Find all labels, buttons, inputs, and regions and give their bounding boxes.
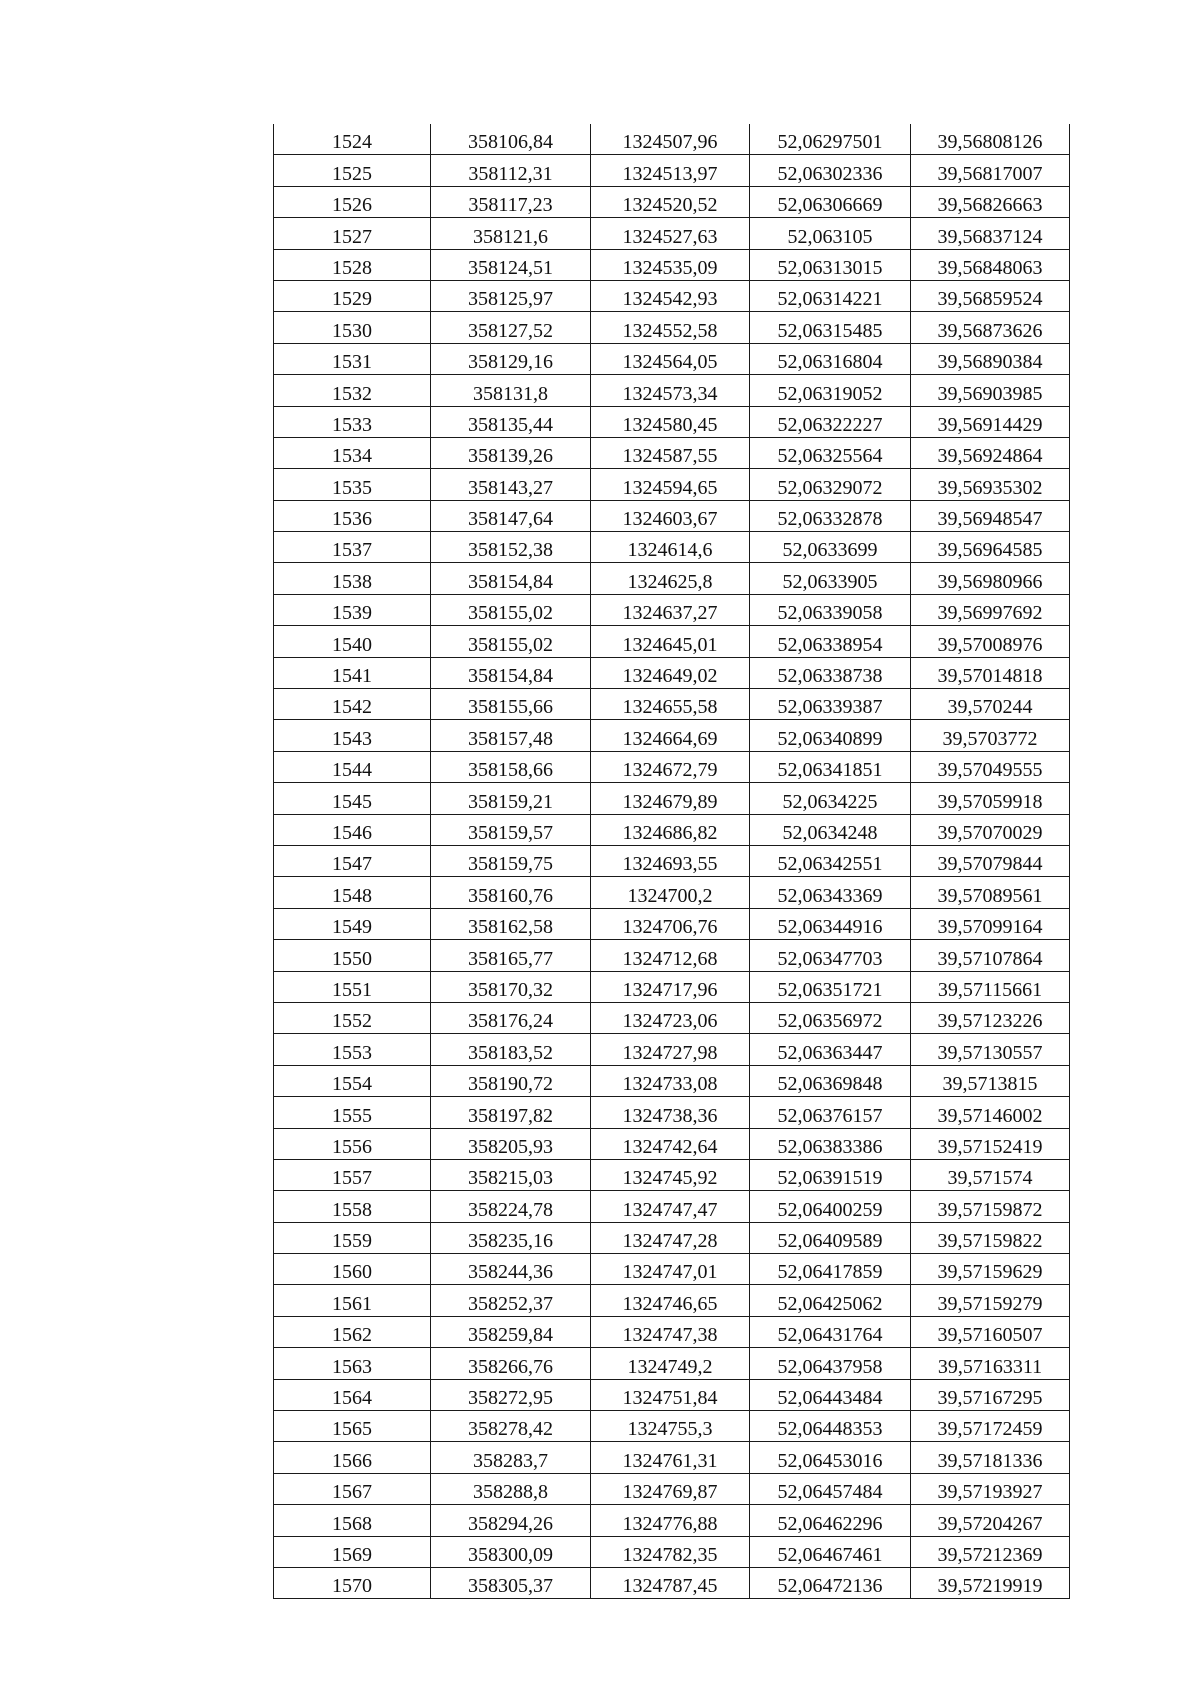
y-coordinate-cell: 1324782,35 bbox=[591, 1536, 750, 1567]
point-number-cell: 1551 bbox=[274, 971, 431, 1002]
table-row bbox=[274, 1159, 1070, 1190]
table-row bbox=[274, 1442, 1070, 1473]
latitude-cell: 52,06417859 bbox=[750, 1254, 911, 1285]
latitude-cell: 52,06297501 bbox=[750, 124, 911, 155]
x-coordinate-cell: 358215,03 bbox=[431, 1159, 591, 1190]
table-row bbox=[274, 186, 1070, 217]
y-coordinate-cell: 1324637,27 bbox=[591, 594, 750, 625]
y-coordinate-cell: 1324564,05 bbox=[591, 343, 750, 374]
y-coordinate-cell: 1324520,52 bbox=[591, 186, 750, 217]
longitude-cell: 39,56817007 bbox=[911, 155, 1070, 186]
point-number-cell: 1569 bbox=[274, 1536, 431, 1567]
y-coordinate-cell: 1324761,31 bbox=[591, 1442, 750, 1473]
y-coordinate-cell: 1324700,2 bbox=[591, 877, 750, 908]
longitude-cell: 39,56848063 bbox=[911, 249, 1070, 280]
x-coordinate-cell: 358278,42 bbox=[431, 1411, 591, 1442]
y-coordinate-cell: 1324580,45 bbox=[591, 406, 750, 437]
latitude-cell: 52,0634225 bbox=[750, 783, 911, 814]
point-number-cell: 1553 bbox=[274, 1034, 431, 1065]
x-coordinate-cell: 358106,84 bbox=[431, 124, 591, 155]
y-coordinate-cell: 1324672,79 bbox=[591, 751, 750, 782]
latitude-cell: 52,06462296 bbox=[750, 1505, 911, 1536]
point-number-cell: 1557 bbox=[274, 1159, 431, 1190]
latitude-cell: 52,06316804 bbox=[750, 343, 911, 374]
longitude-cell: 39,57115661 bbox=[911, 971, 1070, 1002]
longitude-cell: 39,57212369 bbox=[911, 1536, 1070, 1567]
x-coordinate-cell: 358127,52 bbox=[431, 312, 591, 343]
y-coordinate-cell: 1324649,02 bbox=[591, 657, 750, 688]
latitude-cell: 52,06391519 bbox=[750, 1159, 911, 1190]
longitude-cell: 39,57204267 bbox=[911, 1505, 1070, 1536]
latitude-cell: 52,06347703 bbox=[750, 940, 911, 971]
x-coordinate-cell: 358197,82 bbox=[431, 1097, 591, 1128]
longitude-cell: 39,57130557 bbox=[911, 1034, 1070, 1065]
point-number-cell: 1558 bbox=[274, 1191, 431, 1222]
latitude-cell: 52,0633699 bbox=[750, 532, 911, 563]
latitude-cell: 52,06342551 bbox=[750, 845, 911, 876]
x-coordinate-cell: 358155,02 bbox=[431, 594, 591, 625]
longitude-cell: 39,56808126 bbox=[911, 124, 1070, 155]
table-row bbox=[274, 1316, 1070, 1347]
longitude-cell: 39,57008976 bbox=[911, 626, 1070, 657]
y-coordinate-cell: 1324706,76 bbox=[591, 908, 750, 939]
longitude-cell: 39,57159822 bbox=[911, 1222, 1070, 1253]
longitude-cell: 39,56935302 bbox=[911, 469, 1070, 500]
point-number-cell: 1544 bbox=[274, 751, 431, 782]
table-row bbox=[274, 845, 1070, 876]
x-coordinate-cell: 358244,36 bbox=[431, 1254, 591, 1285]
y-coordinate-cell: 1324645,01 bbox=[591, 626, 750, 657]
y-coordinate-cell: 1324712,68 bbox=[591, 940, 750, 971]
table-row bbox=[274, 155, 1070, 186]
longitude-cell: 39,56914429 bbox=[911, 406, 1070, 437]
y-coordinate-cell: 1324769,87 bbox=[591, 1473, 750, 1504]
table-row bbox=[274, 280, 1070, 311]
point-number-cell: 1549 bbox=[274, 908, 431, 939]
table-row bbox=[274, 594, 1070, 625]
longitude-cell: 39,57014818 bbox=[911, 657, 1070, 688]
latitude-cell: 52,06431764 bbox=[750, 1316, 911, 1347]
point-number-cell: 1561 bbox=[274, 1285, 431, 1316]
longitude-cell: 39,57123226 bbox=[911, 1002, 1070, 1033]
longitude-cell: 39,57152419 bbox=[911, 1128, 1070, 1159]
longitude-cell: 39,57181336 bbox=[911, 1442, 1070, 1473]
table-row bbox=[274, 1034, 1070, 1065]
table-row bbox=[274, 1473, 1070, 1504]
point-number-cell: 1542 bbox=[274, 689, 431, 720]
table-row bbox=[274, 312, 1070, 343]
longitude-cell: 39,56826663 bbox=[911, 186, 1070, 217]
table-row bbox=[274, 940, 1070, 971]
point-number-cell: 1543 bbox=[274, 720, 431, 751]
x-coordinate-cell: 358143,27 bbox=[431, 469, 591, 500]
point-number-cell: 1528 bbox=[274, 249, 431, 280]
table-row bbox=[274, 1379, 1070, 1410]
point-number-cell: 1555 bbox=[274, 1097, 431, 1128]
longitude-cell: 39,57089561 bbox=[911, 877, 1070, 908]
table-row bbox=[274, 1002, 1070, 1033]
point-number-cell: 1539 bbox=[274, 594, 431, 625]
latitude-cell: 52,06340899 bbox=[750, 720, 911, 751]
y-coordinate-cell: 1324733,08 bbox=[591, 1065, 750, 1096]
table-row bbox=[274, 1505, 1070, 1536]
x-coordinate-cell: 358183,52 bbox=[431, 1034, 591, 1065]
x-coordinate-cell: 358176,24 bbox=[431, 1002, 591, 1033]
latitude-cell: 52,06338954 bbox=[750, 626, 911, 657]
y-coordinate-cell: 1324747,01 bbox=[591, 1254, 750, 1285]
table-row bbox=[274, 1254, 1070, 1285]
y-coordinate-cell: 1324535,09 bbox=[591, 249, 750, 280]
longitude-cell: 39,57193927 bbox=[911, 1473, 1070, 1504]
point-number-cell: 1527 bbox=[274, 218, 431, 249]
table-row bbox=[274, 406, 1070, 437]
table-row bbox=[274, 532, 1070, 563]
point-number-cell: 1535 bbox=[274, 469, 431, 500]
point-number-cell: 1566 bbox=[274, 1442, 431, 1473]
x-coordinate-cell: 358252,37 bbox=[431, 1285, 591, 1316]
longitude-cell: 39,56924864 bbox=[911, 437, 1070, 468]
longitude-cell: 39,571574 bbox=[911, 1159, 1070, 1190]
latitude-cell: 52,06369848 bbox=[750, 1065, 911, 1096]
y-coordinate-cell: 1324755,3 bbox=[591, 1411, 750, 1442]
x-coordinate-cell: 358155,66 bbox=[431, 689, 591, 720]
point-number-cell: 1529 bbox=[274, 280, 431, 311]
x-coordinate-cell: 358147,64 bbox=[431, 500, 591, 531]
latitude-cell: 52,06400259 bbox=[750, 1191, 911, 1222]
longitude-cell: 39,56837124 bbox=[911, 218, 1070, 249]
point-number-cell: 1545 bbox=[274, 783, 431, 814]
y-coordinate-cell: 1324507,96 bbox=[591, 124, 750, 155]
y-coordinate-cell: 1324745,92 bbox=[591, 1159, 750, 1190]
longitude-cell: 39,57163311 bbox=[911, 1348, 1070, 1379]
table-row bbox=[274, 218, 1070, 249]
x-coordinate-cell: 358266,76 bbox=[431, 1348, 591, 1379]
x-coordinate-cell: 358129,16 bbox=[431, 343, 591, 374]
y-coordinate-cell: 1324747,28 bbox=[591, 1222, 750, 1253]
point-number-cell: 1531 bbox=[274, 343, 431, 374]
latitude-cell: 52,06453016 bbox=[750, 1442, 911, 1473]
table-row bbox=[274, 626, 1070, 657]
x-coordinate-cell: 358154,84 bbox=[431, 563, 591, 594]
latitude-cell: 52,06339058 bbox=[750, 594, 911, 625]
point-number-cell: 1560 bbox=[274, 1254, 431, 1285]
table-row bbox=[274, 971, 1070, 1002]
point-number-cell: 1554 bbox=[274, 1065, 431, 1096]
latitude-cell: 52,06376157 bbox=[750, 1097, 911, 1128]
table-row bbox=[274, 563, 1070, 594]
coordinates-table-body bbox=[274, 124, 1070, 1599]
latitude-cell: 52,06313015 bbox=[750, 249, 911, 280]
longitude-cell: 39,57160507 bbox=[911, 1316, 1070, 1347]
x-coordinate-cell: 358224,78 bbox=[431, 1191, 591, 1222]
latitude-cell: 52,06343369 bbox=[750, 877, 911, 908]
longitude-cell: 39,57219919 bbox=[911, 1567, 1070, 1598]
longitude-cell: 39,56903985 bbox=[911, 375, 1070, 406]
y-coordinate-cell: 1324693,55 bbox=[591, 845, 750, 876]
point-number-cell: 1525 bbox=[274, 155, 431, 186]
longitude-cell: 39,56964585 bbox=[911, 532, 1070, 563]
point-number-cell: 1530 bbox=[274, 312, 431, 343]
point-number-cell: 1556 bbox=[274, 1128, 431, 1159]
y-coordinate-cell: 1324542,93 bbox=[591, 280, 750, 311]
point-number-cell: 1567 bbox=[274, 1473, 431, 1504]
x-coordinate-cell: 358272,95 bbox=[431, 1379, 591, 1410]
latitude-cell: 52,06448353 bbox=[750, 1411, 911, 1442]
y-coordinate-cell: 1324749,2 bbox=[591, 1348, 750, 1379]
table-row bbox=[274, 1536, 1070, 1567]
point-number-cell: 1533 bbox=[274, 406, 431, 437]
latitude-cell: 52,06306669 bbox=[750, 186, 911, 217]
point-number-cell: 1562 bbox=[274, 1316, 431, 1347]
x-coordinate-cell: 358154,84 bbox=[431, 657, 591, 688]
x-coordinate-cell: 358121,6 bbox=[431, 218, 591, 249]
latitude-cell: 52,06341851 bbox=[750, 751, 911, 782]
table-row bbox=[274, 1411, 1070, 1442]
longitude-cell: 39,56980966 bbox=[911, 563, 1070, 594]
point-number-cell: 1524 bbox=[274, 124, 431, 155]
point-number-cell: 1538 bbox=[274, 563, 431, 594]
longitude-cell: 39,5713815 bbox=[911, 1065, 1070, 1096]
latitude-cell: 52,06363447 bbox=[750, 1034, 911, 1065]
x-coordinate-cell: 358300,09 bbox=[431, 1536, 591, 1567]
x-coordinate-cell: 358259,84 bbox=[431, 1316, 591, 1347]
point-number-cell: 1564 bbox=[274, 1379, 431, 1410]
table-row bbox=[274, 1222, 1070, 1253]
point-number-cell: 1563 bbox=[274, 1348, 431, 1379]
point-number-cell: 1541 bbox=[274, 657, 431, 688]
y-coordinate-cell: 1324747,47 bbox=[591, 1191, 750, 1222]
x-coordinate-cell: 358165,77 bbox=[431, 940, 591, 971]
table-row bbox=[274, 500, 1070, 531]
point-number-cell: 1570 bbox=[274, 1567, 431, 1598]
longitude-cell: 39,57159629 bbox=[911, 1254, 1070, 1285]
longitude-cell: 39,57159872 bbox=[911, 1191, 1070, 1222]
x-coordinate-cell: 358159,75 bbox=[431, 845, 591, 876]
x-coordinate-cell: 358139,26 bbox=[431, 437, 591, 468]
latitude-cell: 52,06351721 bbox=[750, 971, 911, 1002]
longitude-cell: 39,56873626 bbox=[911, 312, 1070, 343]
y-coordinate-cell: 1324742,64 bbox=[591, 1128, 750, 1159]
point-number-cell: 1565 bbox=[274, 1411, 431, 1442]
table-row bbox=[274, 1191, 1070, 1222]
x-coordinate-cell: 358305,37 bbox=[431, 1567, 591, 1598]
y-coordinate-cell: 1324614,6 bbox=[591, 532, 750, 563]
point-number-cell: 1532 bbox=[274, 375, 431, 406]
table-row bbox=[274, 877, 1070, 908]
table-row bbox=[274, 375, 1070, 406]
y-coordinate-cell: 1324603,67 bbox=[591, 500, 750, 531]
latitude-cell: 52,0633905 bbox=[750, 563, 911, 594]
y-coordinate-cell: 1324686,82 bbox=[591, 814, 750, 845]
y-coordinate-cell: 1324664,69 bbox=[591, 720, 750, 751]
x-coordinate-cell: 358152,38 bbox=[431, 532, 591, 563]
longitude-cell: 39,57099164 bbox=[911, 908, 1070, 939]
latitude-cell: 52,06443484 bbox=[750, 1379, 911, 1410]
x-coordinate-cell: 358125,97 bbox=[431, 280, 591, 311]
x-coordinate-cell: 358235,16 bbox=[431, 1222, 591, 1253]
x-coordinate-cell: 358170,32 bbox=[431, 971, 591, 1002]
table-row bbox=[274, 1065, 1070, 1096]
latitude-cell: 52,063105 bbox=[750, 218, 911, 249]
latitude-cell: 52,06425062 bbox=[750, 1285, 911, 1316]
y-coordinate-cell: 1324625,8 bbox=[591, 563, 750, 594]
longitude-cell: 39,57159279 bbox=[911, 1285, 1070, 1316]
latitude-cell: 52,06457484 bbox=[750, 1473, 911, 1504]
longitude-cell: 39,57172459 bbox=[911, 1411, 1070, 1442]
x-coordinate-cell: 358158,66 bbox=[431, 751, 591, 782]
latitude-cell: 52,06329072 bbox=[750, 469, 911, 500]
latitude-cell: 52,06344916 bbox=[750, 908, 911, 939]
y-coordinate-cell: 1324587,55 bbox=[591, 437, 750, 468]
latitude-cell: 52,06322227 bbox=[750, 406, 911, 437]
y-coordinate-cell: 1324747,38 bbox=[591, 1316, 750, 1347]
longitude-cell: 39,5703772 bbox=[911, 720, 1070, 751]
latitude-cell: 52,06356972 bbox=[750, 1002, 911, 1033]
x-coordinate-cell: 358157,48 bbox=[431, 720, 591, 751]
table-row bbox=[274, 124, 1070, 155]
point-number-cell: 1537 bbox=[274, 532, 431, 563]
x-coordinate-cell: 358162,58 bbox=[431, 908, 591, 939]
x-coordinate-cell: 358124,51 bbox=[431, 249, 591, 280]
x-coordinate-cell: 358159,57 bbox=[431, 814, 591, 845]
table-row bbox=[274, 249, 1070, 280]
table-row bbox=[274, 720, 1070, 751]
longitude-cell: 39,57079844 bbox=[911, 845, 1070, 876]
latitude-cell: 52,06383386 bbox=[750, 1128, 911, 1159]
table-row bbox=[274, 689, 1070, 720]
y-coordinate-cell: 1324738,36 bbox=[591, 1097, 750, 1128]
y-coordinate-cell: 1324679,89 bbox=[591, 783, 750, 814]
x-coordinate-cell: 358294,26 bbox=[431, 1505, 591, 1536]
y-coordinate-cell: 1324655,58 bbox=[591, 689, 750, 720]
latitude-cell: 52,06332878 bbox=[750, 500, 911, 531]
latitude-cell: 52,0634248 bbox=[750, 814, 911, 845]
table-row bbox=[274, 343, 1070, 374]
table-row bbox=[274, 814, 1070, 845]
y-coordinate-cell: 1324527,63 bbox=[591, 218, 750, 249]
point-number-cell: 1526 bbox=[274, 186, 431, 217]
y-coordinate-cell: 1324594,65 bbox=[591, 469, 750, 500]
x-coordinate-cell: 358135,44 bbox=[431, 406, 591, 437]
point-number-cell: 1550 bbox=[274, 940, 431, 971]
longitude-cell: 39,57167295 bbox=[911, 1379, 1070, 1410]
table-row bbox=[274, 469, 1070, 500]
x-coordinate-cell: 358190,72 bbox=[431, 1065, 591, 1096]
table-row bbox=[274, 1567, 1070, 1598]
latitude-cell: 52,06314221 bbox=[750, 280, 911, 311]
y-coordinate-cell: 1324746,65 bbox=[591, 1285, 750, 1316]
x-coordinate-cell: 358159,21 bbox=[431, 783, 591, 814]
longitude-cell: 39,570244 bbox=[911, 689, 1070, 720]
table-row bbox=[274, 751, 1070, 782]
point-number-cell: 1559 bbox=[274, 1222, 431, 1253]
longitude-cell: 39,56890384 bbox=[911, 343, 1070, 374]
y-coordinate-cell: 1324573,34 bbox=[591, 375, 750, 406]
point-number-cell: 1540 bbox=[274, 626, 431, 657]
longitude-cell: 39,57059918 bbox=[911, 783, 1070, 814]
y-coordinate-cell: 1324776,88 bbox=[591, 1505, 750, 1536]
table-row bbox=[274, 437, 1070, 468]
point-number-cell: 1546 bbox=[274, 814, 431, 845]
x-coordinate-cell: 358112,31 bbox=[431, 155, 591, 186]
latitude-cell: 52,06467461 bbox=[750, 1536, 911, 1567]
longitude-cell: 39,56859524 bbox=[911, 280, 1070, 311]
table-row bbox=[274, 1097, 1070, 1128]
x-coordinate-cell: 358117,23 bbox=[431, 186, 591, 217]
x-coordinate-cell: 358155,02 bbox=[431, 626, 591, 657]
x-coordinate-cell: 358205,93 bbox=[431, 1128, 591, 1159]
x-coordinate-cell: 358160,76 bbox=[431, 877, 591, 908]
y-coordinate-cell: 1324727,98 bbox=[591, 1034, 750, 1065]
longitude-cell: 39,57107864 bbox=[911, 940, 1070, 971]
x-coordinate-cell: 358131,8 bbox=[431, 375, 591, 406]
latitude-cell: 52,06437958 bbox=[750, 1348, 911, 1379]
y-coordinate-cell: 1324513,97 bbox=[591, 155, 750, 186]
latitude-cell: 52,06325564 bbox=[750, 437, 911, 468]
latitude-cell: 52,06319052 bbox=[750, 375, 911, 406]
x-coordinate-cell: 358288,8 bbox=[431, 1473, 591, 1504]
table-row bbox=[274, 908, 1070, 939]
y-coordinate-cell: 1324717,96 bbox=[591, 971, 750, 1002]
point-number-cell: 1548 bbox=[274, 877, 431, 908]
point-number-cell: 1534 bbox=[274, 437, 431, 468]
table-row bbox=[274, 657, 1070, 688]
y-coordinate-cell: 1324552,58 bbox=[591, 312, 750, 343]
latitude-cell: 52,06409589 bbox=[750, 1222, 911, 1253]
point-number-cell: 1568 bbox=[274, 1505, 431, 1536]
coordinates-table bbox=[273, 124, 1070, 1599]
y-coordinate-cell: 1324723,06 bbox=[591, 1002, 750, 1033]
latitude-cell: 52,06339387 bbox=[750, 689, 911, 720]
longitude-cell: 39,56948547 bbox=[911, 500, 1070, 531]
x-coordinate-cell: 358283,7 bbox=[431, 1442, 591, 1473]
longitude-cell: 39,57070029 bbox=[911, 814, 1070, 845]
latitude-cell: 52,06338738 bbox=[750, 657, 911, 688]
latitude-cell: 52,06315485 bbox=[750, 312, 911, 343]
latitude-cell: 52,06302336 bbox=[750, 155, 911, 186]
longitude-cell: 39,57049555 bbox=[911, 751, 1070, 782]
table-row bbox=[274, 1128, 1070, 1159]
table-row bbox=[274, 1348, 1070, 1379]
point-number-cell: 1552 bbox=[274, 1002, 431, 1033]
point-number-cell: 1536 bbox=[274, 500, 431, 531]
y-coordinate-cell: 1324751,84 bbox=[591, 1379, 750, 1410]
latitude-cell: 52,06472136 bbox=[750, 1567, 911, 1598]
table-row bbox=[274, 1285, 1070, 1316]
y-coordinate-cell: 1324787,45 bbox=[591, 1567, 750, 1598]
longitude-cell: 39,56997692 bbox=[911, 594, 1070, 625]
point-number-cell: 1547 bbox=[274, 845, 431, 876]
longitude-cell: 39,57146002 bbox=[911, 1097, 1070, 1128]
table-row bbox=[274, 783, 1070, 814]
